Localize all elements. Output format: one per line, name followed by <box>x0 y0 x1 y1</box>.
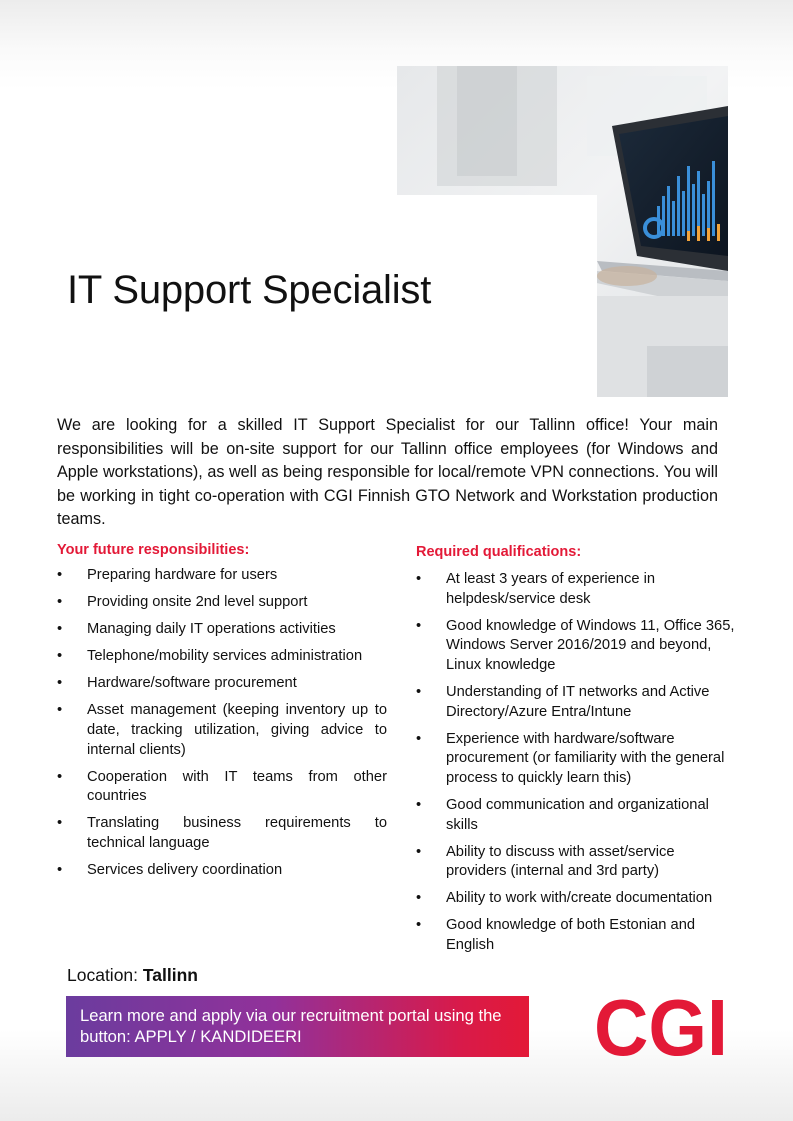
list-item: • Good knowledge of Windows 11, Office 365, Windows Server 2016/2019 and beyond, Linux knowledge <box>416 617 736 676</box>
intro-paragraph: We are looking for a skilled IT Support Specialist for our Tallinn office! Your main responsibilities will be on-site support for our Tallinn office employees (for Windows and Apple workstations), as well as being responsible for local/remote VPN connections. You will be working in tight co-operation with CGI Finnish GTO Network and Workstation production teams. <box>57 416 718 529</box>
list-item: • Translating business requirements to technical language <box>57 814 387 853</box>
list-item: • Preparing hardware for users <box>57 566 387 586</box>
qualifications-heading: Required qualifications: <box>416 544 582 560</box>
page-title: IT Support Specialist <box>67 268 432 312</box>
logo-text: CGI <box>594 996 728 1058</box>
list-item: • Understanding of IT networks and Active Directory/Azure Entra/Intune <box>416 683 736 722</box>
list-item: • Ability to work with/create documentation <box>416 889 736 909</box>
location-label: Location: <box>67 965 143 985</box>
list-item: • Telephone/mobility services administration <box>57 647 387 667</box>
list-item: • Cooperation with IT teams from other countries <box>57 768 387 807</box>
cgi-logo <box>594 996 728 1063</box>
list-item: • Experience with hardware/software procurement (or familiarity with the general process to quickly learn this) <box>416 730 736 789</box>
responsibilities-list <box>57 566 387 888</box>
list-item: • Managing daily IT operations activities <box>57 620 387 640</box>
location <box>67 965 198 986</box>
apply-banner[interactable]: Learn more and apply via our recruitment portal using the button: APPLY / KANDIDEERI <box>66 996 529 1057</box>
list-item: • At least 3 years of experience in helpdesk/service desk <box>416 570 736 609</box>
list-item: • Good knowledge of both Estonian and English <box>416 916 736 955</box>
list-item: • Ability to discuss with asset/service providers (internal and 3rd party) <box>416 843 736 882</box>
location-value: Tallinn <box>142 965 198 985</box>
list-item: • Providing onsite 2nd level support <box>57 593 387 613</box>
qualifications-list <box>416 570 736 963</box>
list-item: • Asset management (keeping inventory up to date, tracking utilization, giving advice to internal clients) <box>57 701 387 760</box>
list-item: • Hardware/software procurement <box>57 674 387 694</box>
list-item: • Good communication and organizational skills <box>416 796 736 835</box>
list-item: • Services delivery coordination <box>57 861 387 881</box>
responsibilities-heading: Your future responsibilities: <box>57 542 250 558</box>
